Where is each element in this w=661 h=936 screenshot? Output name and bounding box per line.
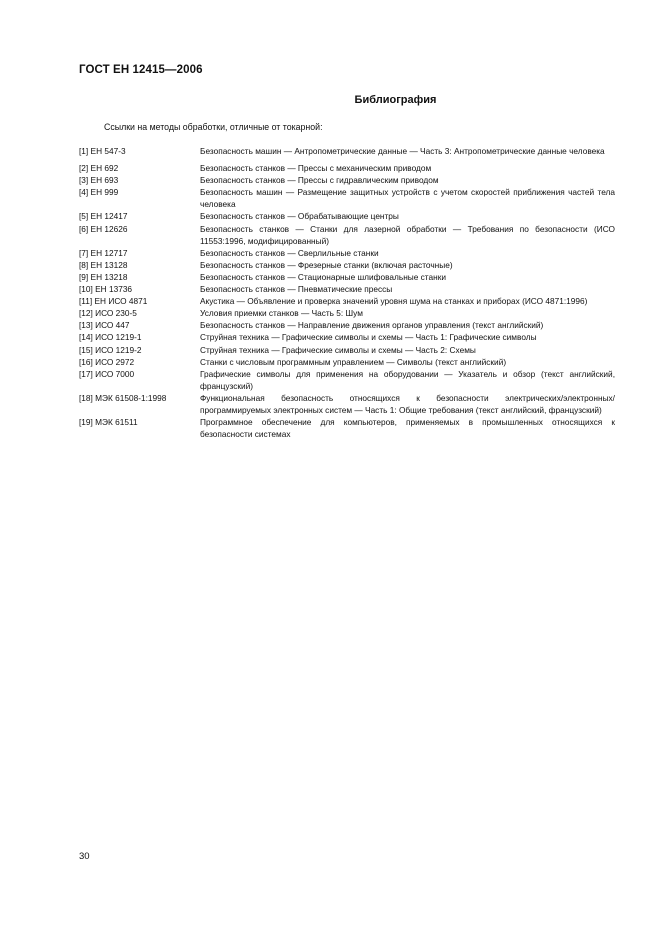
- reference-text: Безопасность машин — Размещение защитных устройств с учетом скоростей приближения частей тела человека: [200, 187, 615, 210]
- reference-number: [12] ИСО 230-5: [79, 308, 137, 319]
- reference-item: [79, 331, 615, 343]
- bibliography-list: [79, 145, 615, 440]
- reference-number: [18] МЭК 61508-1:1998: [79, 392, 167, 403]
- reference-text: Безопасность станков — Станки для лазерной обработки — Требования по безопасности (ИСО 11553:1996, модифицированный): [200, 223, 615, 246]
- reference-text: Струйная техника — Графические символы и схемы — Часть 2: Схемы: [200, 344, 476, 355]
- section-title: Библиография: [354, 94, 437, 106]
- reference-text: Безопасность станков — Прессы с механическим приводом: [200, 163, 432, 174]
- reference-text: Безопасность станков — Фрезерные станки (включая расточные): [200, 259, 453, 270]
- reference-item: [79, 368, 615, 392]
- reference-text: Акустика — Объявление и проверка значений уровня шума на станках и приборах (ИСО 4871:1996): [200, 296, 588, 307]
- reference-number: [15] ИСО 1219-2: [79, 344, 142, 355]
- reference-item: [79, 162, 615, 174]
- reference-item: [79, 283, 615, 295]
- reference-number: [11] ЕН ИСО 4871: [79, 296, 148, 307]
- reference-text: Безопасность станков — Прессы с гидравлическим приводом: [200, 175, 439, 186]
- reference-item: [79, 247, 615, 259]
- reference-number: [19] МЭК 61511: [79, 417, 138, 428]
- intro-text: Ссылки на методы обработки, отличные от токарной:: [104, 122, 323, 132]
- reference-item: [79, 210, 615, 222]
- reference-item: [79, 223, 615, 247]
- reference-number: [4] ЕН 999: [79, 187, 119, 198]
- reference-number: [5] ЕН 12417: [79, 211, 128, 222]
- reference-number: [9] ЕН 13218: [79, 271, 128, 282]
- reference-item: [79, 186, 615, 210]
- reference-text: Условия приемки станков — Часть 5: Шум: [200, 308, 363, 319]
- page-number: 30: [79, 851, 90, 862]
- reference-number: [3] ЕН 693: [79, 175, 119, 186]
- reference-item: [79, 392, 615, 416]
- reference-number: [16] ИСО 2972: [79, 356, 135, 367]
- reference-number: [13] ИСО 447: [79, 320, 130, 331]
- reference-item: [79, 271, 615, 283]
- reference-item: [79, 174, 615, 186]
- reference-number: [14] ИСО 1219-1: [79, 332, 142, 343]
- reference-item: [79, 356, 615, 368]
- reference-text: Графические символы для применения на оборудовании — Указатель и обзор (текст английский, французский): [200, 368, 615, 391]
- reference-text: Безопасность станков — Обрабатывающие центры: [200, 211, 399, 222]
- reference-text: Струйная техника — Графические символы и схемы — Часть 1: Графические символы: [200, 332, 537, 343]
- reference-number: [1] ЕН 547-3: [79, 146, 126, 156]
- reference-text: Программное обеспечение для компьютеров, применяемых в промышленных относящихся к безопасности системах: [200, 417, 615, 440]
- reference-item: [79, 319, 615, 331]
- section-title-container: [0, 94, 661, 106]
- reference-number: [6] ЕН 12626: [79, 223, 128, 234]
- reference-item: [79, 145, 615, 157]
- reference-number: [7] ЕН 12717: [79, 247, 128, 258]
- reference-text: Безопасность станков — Сверлильные станки: [200, 247, 379, 258]
- reference-item: [79, 416, 615, 440]
- reference-text: Безопасность машин — Антропометрические данные — Часть 3: Антропометрические данные человека: [200, 146, 605, 156]
- reference-number: [17] ИСО 7000: [79, 368, 135, 379]
- reference-item: [79, 344, 615, 356]
- document-header: ГОСТ ЕН 12415—2006: [79, 64, 203, 76]
- reference-text: Станки с числовым программным управлением — Символы (текст английский): [200, 356, 507, 367]
- reference-item: [79, 295, 615, 307]
- reference-number: [2] ЕН 692: [79, 163, 119, 174]
- reference-text: Функциональная безопасность относящихся к безопасности электрических/электронных/программируемых электронных систем — Часть 1: Общие требования (текст английский, французский): [200, 392, 615, 415]
- reference-item: [79, 307, 615, 319]
- reference-number: [10] ЕН 13736: [79, 284, 133, 295]
- reference-text: Безопасность станков — Пневматические прессы: [200, 284, 393, 295]
- reference-number: [8] ЕН 13128: [79, 259, 128, 270]
- reference-item: [79, 259, 615, 271]
- reference-text: Безопасность станков — Стационарные шлифовальные станки: [200, 271, 446, 282]
- reference-text: Безопасность станков — Направление движения органов управления (текст английский): [200, 320, 544, 331]
